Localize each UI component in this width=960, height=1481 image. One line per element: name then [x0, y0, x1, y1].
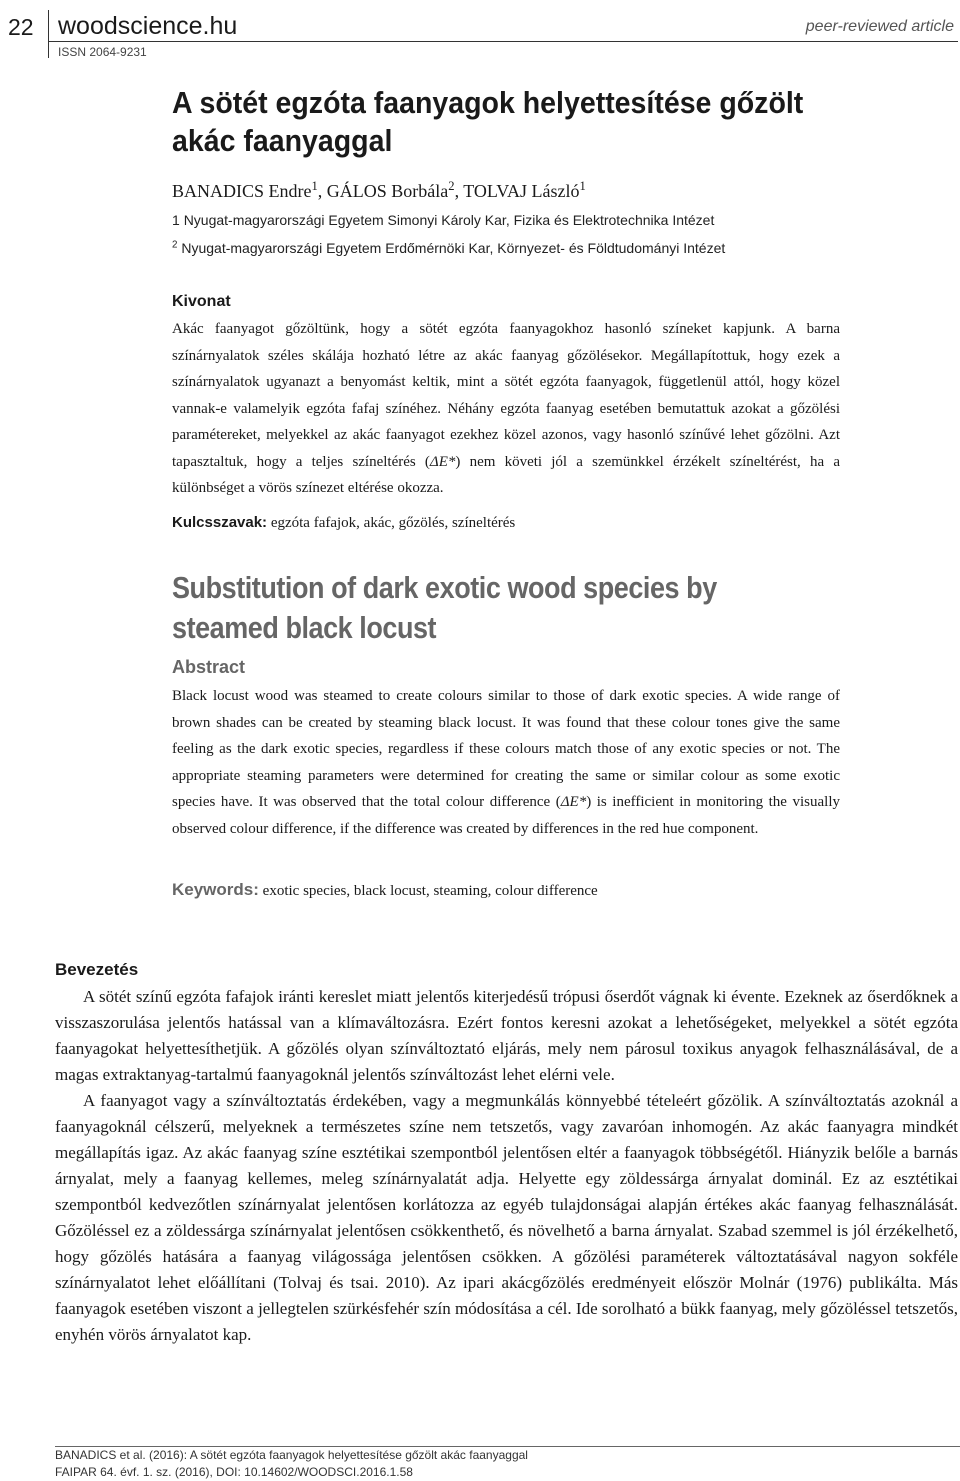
footer-divider — [55, 1446, 960, 1447]
kivonat-text-part: Akác faanyagot gőzöltünk, hogy a sötét egzóta faanyagokhoz hasonló színeket kapjunk. A barna színárnyalatok széles skálája hozható létre az akác faanyag gőzölésekor. Megállapítottuk, hogy ezek a színárnyalatok ugyanazt a benyomást keltik, mint a sötét egzóta faanyagok, függetlenül attól, hogy közel vannak-e valamelyik egzóta fafaj színéhez. Néhány egzóta faanyag esetében bemutattuk azokat a gőzölési paramétereket, melyekkel az akác faanyagot ezekhez közel azonos, vagy hasonló színűvé lehet gőzölni. Azt tapasztaltuk, hogy a teljes színeltérés ( — [172, 321, 840, 470]
author-name: GÁLOS Borbála — [326, 181, 449, 201]
kulcsszavak-line — [172, 514, 515, 532]
abstract-text-part: Black locust wood was steamed to create colours similar to those of dark exotic species. A wide range of brown shades can be created by steaming black locust. It was found that these colour tones give the same feeling as the dark exotic species, regardless if these colours match those of any exotic species or not. The appropriate steaming parameters were determined for creating the same or similar colour as some exotic species have. It was observed that the total colour difference ( — [172, 688, 840, 810]
keywords-text: exotic species, black locust, steaming, colour difference — [262, 883, 598, 899]
abstract-heading: Abstract — [172, 657, 246, 677]
body-paragraph: A sötét színű egzóta fafajok iránti kereslet miatt jelentős kiterjedésű trópusi őserdőt vágnak ki évente. Ezeknek az őserdőknek a visszaszorulása jelentős hatással van a klímaváltozásra. Ezért fontos keresni azokat a lehetőségeket, melyekkel a sötét egzóta faanyagokat helyettesíthetjük. A gőzölés olyan színváltoztató eljárás, mely nem párosul toxikus anyagok felhasználásával, de a magas extraktanyag-tartalmú faanyagoknál jelentős színváltozást lehet elérni vele. — [55, 987, 958, 1084]
keywords-line — [172, 880, 598, 900]
affiliation-1 — [172, 212, 714, 228]
author-list: BANADICS Endre$^1$, GÁLOS Borbála$^2$, TOLVAJ László$^1$ — [172, 179, 586, 201]
keywords-label: Keywords: — [172, 880, 259, 899]
article-type-label: peer-reviewed article — [805, 18, 954, 35]
kulcsszavak-label: Kulcsszavak: — [172, 514, 268, 531]
affiliation-marker: 2 — [448, 179, 455, 193]
footer-citation: BANADICS et al. (2016): A sötét egzóta faanyagok helyettesítése gőzölt akác faanyaggal — [55, 1448, 528, 1462]
abstract-text — [172, 683, 840, 842]
issn: ISSN 2064-9231 — [58, 45, 147, 59]
affiliation-2 — [172, 240, 725, 256]
page-number: 22 — [8, 14, 34, 40]
affiliation-text: Nyugat-magyarországi Egyetem Simonyi Károly Kar, Fizika és Elektrotechnika Intézet — [183, 212, 715, 228]
affiliation-number: 2 — [172, 239, 178, 251]
footer-doi: FAIPAR 64. évf. 1. sz. (2016), DOI: 10.14602/WOODSCI.2016.1.58 — [55, 1465, 413, 1479]
delta-e-symbol: ΔE* — [429, 453, 456, 470]
bevezetes-heading: Bevezetés — [55, 960, 139, 979]
affiliation-text: Nyugat-magyarországi Egyetem Erdőmérnöki Kar, Környezet- és Földtudományi Intézet — [181, 240, 726, 256]
kivonat-heading: Kivonat — [172, 293, 231, 310]
affiliation-marker: 1 — [579, 179, 586, 193]
bevezetes-body — [55, 984, 958, 1348]
body-paragraph: A faanyagot vagy a színváltoztatás érdekében, vagy a megmunkálás könnyebbé tételeért gőzölik. A színváltoztatás azoknál a faanyagoknál célszerű, melyeknek a természetes színe nem tetszetős, vagy zavaróan inhomogén. Az akác faanyagra mindkét megállapítás igaz. Az akác faanyag színe esztétikai szempontból jelentősen eltér a faanyagok többségétől. Hiányzik belőle a barnás árnyalat, mely a faanyag kellemes, meleg színárnyalatát adja. Helyette egy zöldessárga árnyalat dominál. Ez az esztétikai szempontból kedvezőtlen színárnyalat jelentősen korlátozza az egyéb tulajdonságai alapján értékes akác faanyag felhasználását. Gőzöléssel ez a zöldessárga színárnyalat jelentősen csökkenthető, és növelhető a barna árnyalat. Szabad szemmel is jól érzékelhető, hogy gőzölés hatására a faanyag világossága jelentősen csökken. A gőzölési paraméterek változtatásával nagyon sokféle színárnyalatot lehet előállítani (Tolvaj és tsai. 2010). Az ipari akácgőzölés eredményeit először Molnár (1976) publikálta. Más faanyagok esetében viszont a jellegtelen szürkésfehér szín módosítása a cél. Ide sorolható a bükk faanyag, mely gőzöléssel tetszetős, enyhén vörös árnyalatot kap. — [55, 1091, 958, 1344]
author-name: TOLVAJ László — [463, 181, 580, 201]
header-divider-horizontal — [48, 41, 958, 42]
kivonat-text-part: ) nem követi jól a szemünkkel érzékelt színeltérést, ha a különbséget a vörös színezet eltérése okozza. — [172, 453, 840, 496]
kulcsszavak-text: egzóta fafajok, akác, gőzölés, színeltérés — [270, 515, 516, 531]
author-name: BANADICS Endre — [172, 181, 312, 201]
affiliation-marker: 1 — [311, 179, 318, 193]
affiliation-number: 1 — [172, 212, 180, 228]
kivonat-text — [172, 316, 840, 502]
journal-site: woodscience.hu — [58, 12, 238, 40]
abstract-text-part: ) is inefficient in monitoring the visually observed colour difference, if the difference was created by differences in the red hue component. — [172, 794, 840, 837]
title-hungarian: A sötét egzóta faanyagok helyettesítése gőzölt akác faanyaggal — [172, 85, 804, 158]
delta-e-symbol: ΔE* — [560, 794, 587, 810]
title-english: Substitution of dark exotic wood species by steamed black locust — [172, 570, 717, 645]
header-divider-vertical — [48, 10, 49, 58]
